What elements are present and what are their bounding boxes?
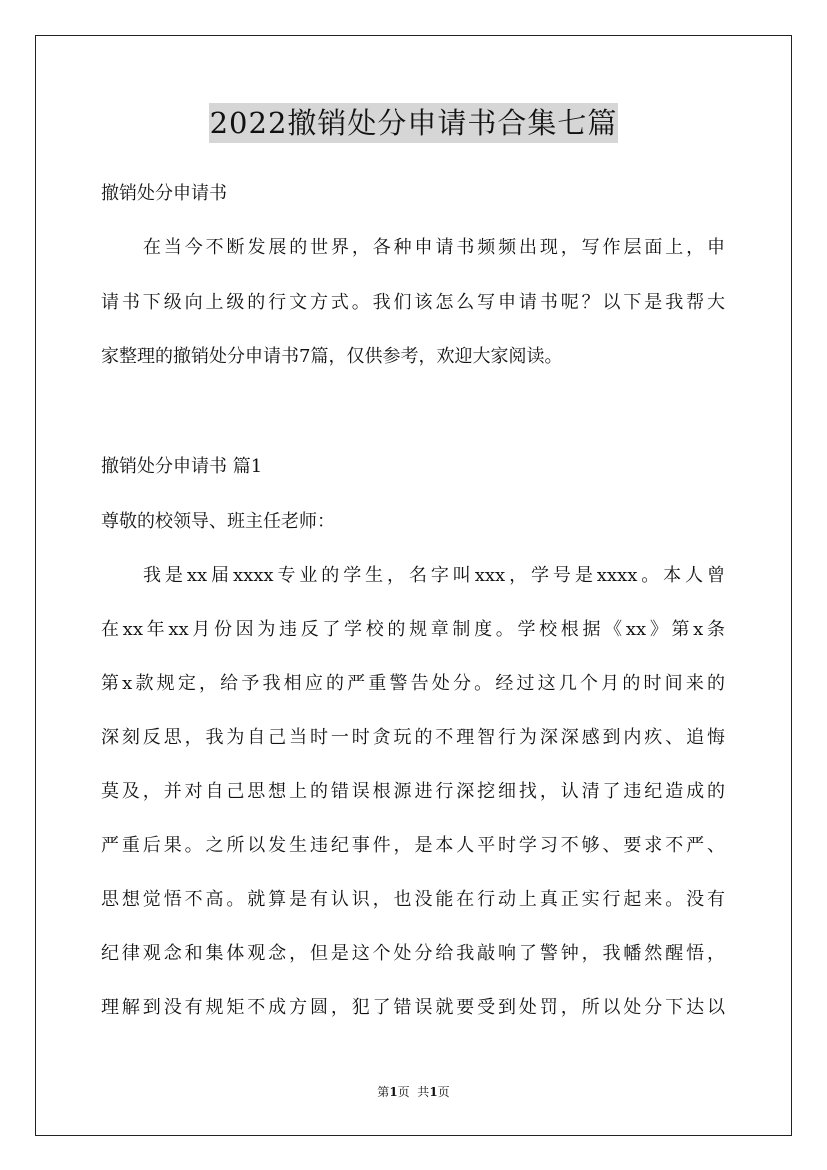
body-line-6: 严重后果。之所以发生违纪事件，是本人平时学习不够、要求不严、 xyxy=(101,835,725,856)
footer-page-total: 1 xyxy=(429,1085,438,1099)
footer-mid: 页 共 xyxy=(397,1085,430,1099)
body-line-5: 莫及，并对自己思想上的错误根源进行深挖细找，认清了违纪造成的 xyxy=(101,781,725,802)
salutation: 尊敬的校领导、班主任老师： xyxy=(101,511,335,532)
intro-line-3: 家整理的撤销处分申请书7篇，仅供参考，欢迎大家阅读。 xyxy=(101,346,563,367)
section-heading: 撤销处分申请书 篇1 xyxy=(101,456,263,477)
footer-prefix: 第 xyxy=(377,1085,390,1099)
intro-line-2: 请书下级向上级的行文方式。我们该怎么写申请书呢？以下是我帮大 xyxy=(101,292,725,313)
body-line-2: 在xx年xx月份因为违反了学校的规章制度。学校根据《xx》第x条 xyxy=(101,619,725,640)
title-wrapper xyxy=(0,103,827,143)
page-footer xyxy=(0,1085,827,1099)
body-line-9: 理解到没有规矩不成方圆，犯了错误就要受到处罚，所以处分下达以 xyxy=(101,997,725,1018)
body-line-3: 第x款规定，给予我相应的严重警告处分。经过这几个月的时间来的 xyxy=(101,673,725,694)
body-line-1: 我是xx届xxxx专业的学生，名字叫xxx，学号是xxxx。本人曾 xyxy=(143,565,725,586)
intro-line-1: 在当今不断发展的世界，各种申请书频频出现，写作层面上，申 xyxy=(143,237,725,258)
footer-suffix: 页 xyxy=(437,1085,450,1099)
body-line-8: 纪律观念和集体观念，但是这个处分给我敲响了警钟，我幡然醒悟， xyxy=(101,943,725,964)
document-title: 2022撤销处分申请书合集七篇 xyxy=(209,103,619,143)
body-line-4: 深刻反思，我为自己当时一时贪玩的不理智行为深深感到内疚、追悔 xyxy=(101,727,725,748)
footer-page-number: 1 xyxy=(389,1085,398,1099)
intro-heading: 撤销处分申请书 xyxy=(101,183,227,204)
body-line-7: 思想觉悟不高。就算是有认识，也没能在行动上真正实行起来。没有 xyxy=(101,889,725,910)
